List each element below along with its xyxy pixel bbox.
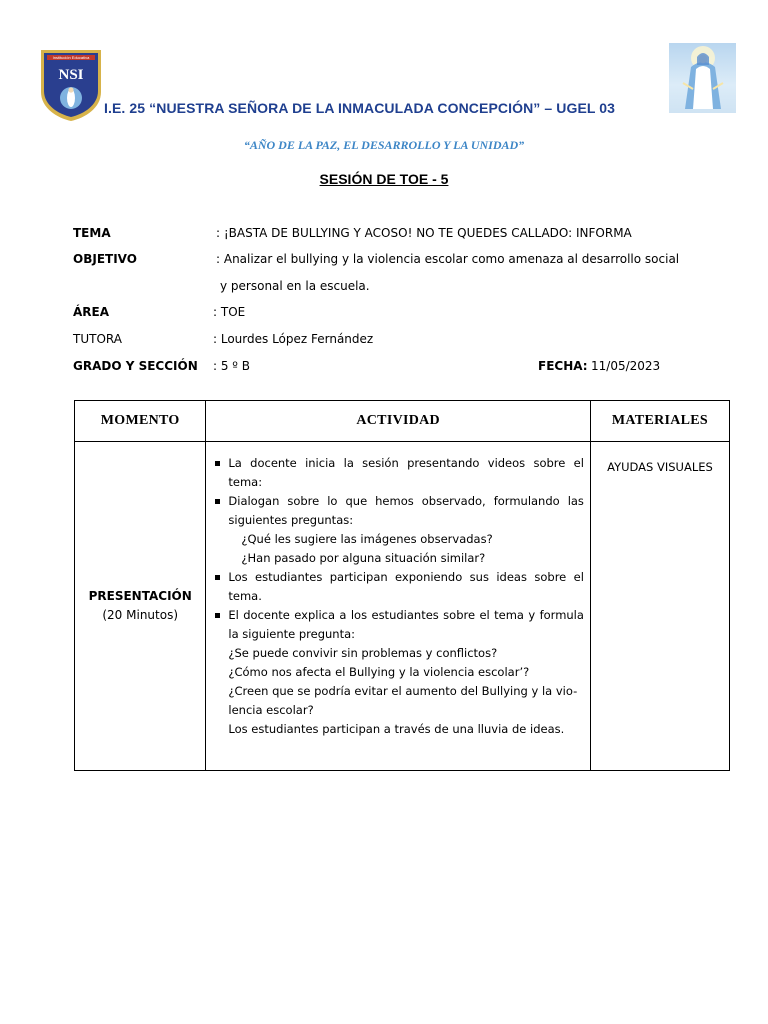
session-plan-table <box>74 400 730 771</box>
session-title: SESIÓN DE TOE - 5 <box>319 171 449 187</box>
tema-value: : ¡BASTA DE BULLYING Y ACOSO! NO TE QUEDES CALLADO: INFORMA <box>216 226 632 240</box>
momento-duration: (20 Minutos) <box>102 608 179 622</box>
header-actividad: ACTIVIDAD <box>206 401 591 442</box>
objetivo-value-line1: : Analizar el bullying y la violencia escolar como amenaza al desarrollo social <box>216 252 680 266</box>
list-item: ¿Cómo nos afecta el Bullying y la violencia escolar’? <box>228 665 530 679</box>
header-momento: MOMENTO <box>75 401 206 442</box>
grado-label: GRADO Y SECCIÓN <box>73 359 198 373</box>
list-item: ¿Han pasado por alguna situación similar? <box>241 551 486 565</box>
school-name: I.E. 25 “NUESTRA SEÑORA DE LA INMACULADA CONCEPCIÓN” – UGEL 03 <box>104 100 616 116</box>
tutora-value: : Lourdes López Fernández <box>213 332 374 346</box>
list-item: Los estudiantes participan a través de una lluvia de ideas. <box>228 722 565 736</box>
crest-letters: NSI <box>58 67 84 83</box>
momento-name: PRESENTACIÓN <box>88 589 192 603</box>
list-item: El docente explica a los estudiantes sobre el tema y formula la siguiente pregunta: <box>214 606 584 644</box>
materiales-cell: AYUDAS VISUALES <box>590 442 729 771</box>
momento-cell <box>75 442 206 771</box>
school-crest-logo <box>39 48 103 122</box>
area-value: : TOE <box>213 305 246 319</box>
actividad-cell <box>206 442 591 771</box>
list-item: La docente inicia la sesión presentando videos sobre el tema: <box>214 454 584 492</box>
grado-value: : 5 º B <box>213 359 251 373</box>
tutora-label: TUTORA <box>73 332 122 346</box>
fecha-value: 11/05/2023 <box>591 359 661 373</box>
bullet-icon <box>215 575 220 580</box>
list-item: Dialogan sobre lo que hemos observado, formulando las siguientes preguntas: <box>214 492 584 530</box>
bullet-icon <box>215 499 220 504</box>
list-item: ¿Creen que se podría evitar el aumento del Bullying y la vio-lencia escolar? <box>228 684 578 717</box>
objetivo-value-line2: y personal en la escuela. <box>220 279 370 293</box>
table-header-row <box>75 401 730 442</box>
list-item: ¿Se puede convivir sin problemas y conflictos? <box>228 646 498 660</box>
area-label: ÁREA <box>73 305 110 319</box>
year-motto: “AÑO DE LA PAZ, EL DESARROLLO Y LA UNIDAD” <box>243 138 525 152</box>
bullet-icon <box>215 613 220 618</box>
bullet-icon <box>215 461 220 466</box>
header-materiales: MATERIALES <box>590 401 729 442</box>
list-item: Los estudiantes participan exponiendo sus ideas sobre el tema. <box>214 568 584 606</box>
svg-text:Institución Educativa: Institución Educativa <box>52 55 90 61</box>
fecha-label: FECHA: <box>538 359 588 373</box>
activity-list <box>214 454 584 739</box>
list-item: ¿Qué les sugiere las imágenes observadas? <box>241 532 493 546</box>
objetivo-label: OBJETIVO <box>73 252 137 266</box>
tema-label: TEMA <box>73 226 111 240</box>
table-row <box>75 442 730 771</box>
